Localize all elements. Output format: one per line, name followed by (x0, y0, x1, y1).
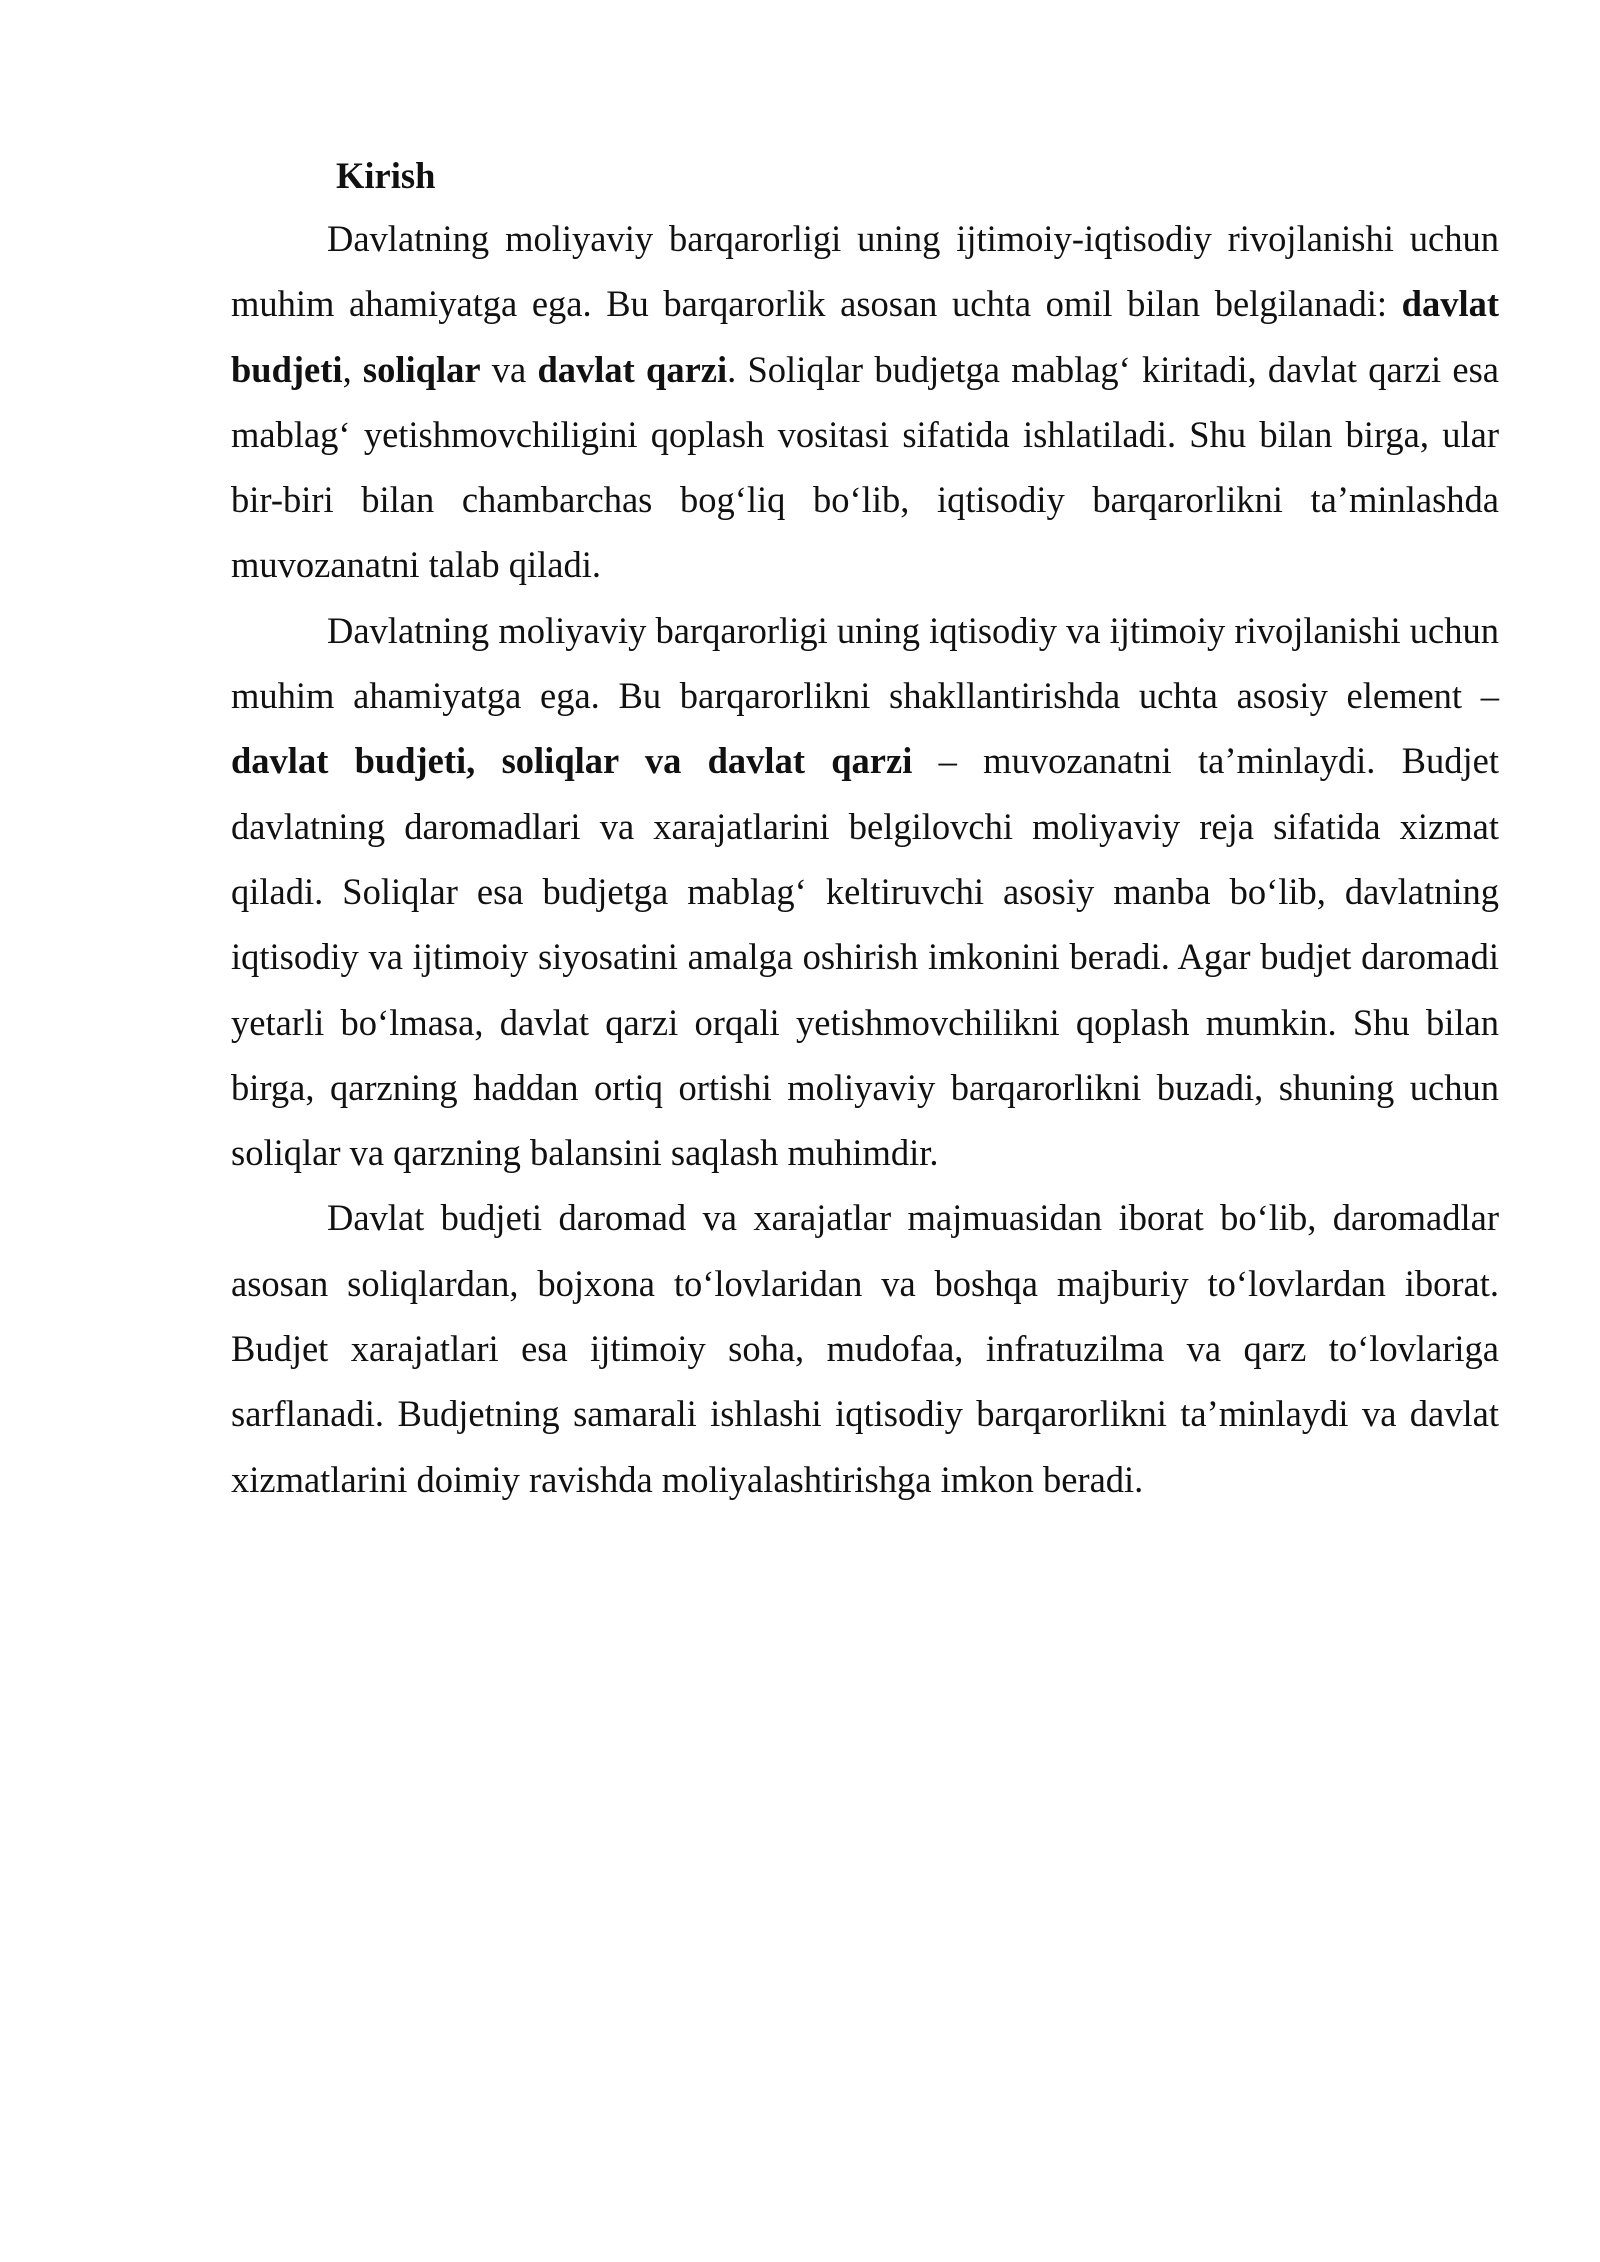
paragraph-3 (231, 1185, 1499, 1511)
bold-term-elements: davlat budjeti, soliqlar va davlat qarzi (231, 740, 913, 782)
paragraph-text: . Soliqlar budjetga mablag‘ kiritadi, davlat qarzi esa mablag‘ yetishmovchiligini qoplash vositasi sifatida ishlatiladi. Shu bilan birga, ular bir-biri bilan chambarchas bog‘liq bo‘lib, iqtisodiy barqarorlikni ta’minlashda muvozanatni talab qiladi. (231, 348, 1500, 586)
paragraph-2 (231, 598, 1499, 1186)
paragraph-1 (231, 206, 1499, 598)
paragraph-text: Davlat budjeti daromad va xarajatlar majmuasidan iborat bo‘lib, daromadlar asosan soliqlardan, bojxona to‘lovlaridan va boshqa majburiy to‘lovlardan iborat. Budjet xarajatlari esa ijtimoiy soha, mudofaa, infratuzilma va qarz to‘lovlariga sarflanadi. Budjetning samarali ishlashi iqtisodiy barqarorlikni ta’minlaydi va davlat xizmatlarini doimiy ravishda moliyalashtirishga imkon beradi. (231, 1197, 1499, 1500)
bold-term-davlat-budjeti: davlat budjeti (231, 283, 1499, 390)
bold-term-davlat-qarzi: davlat qarzi (537, 348, 728, 390)
paragraph-text: Davlatning moliyaviy barqarorligi uning ijtimoiy-iqtisodiy rivojlanishi uchun muhim ahamiyatga ega. Bu barqarorlik asosan uchta omil bilan belgilanadi: (231, 218, 1499, 325)
paragraph-text: va (480, 348, 538, 390)
bold-term-soliqlar: soliqlar (362, 348, 481, 390)
paragraph-text: , (342, 348, 363, 390)
paragraph-text: – muvozanatni ta’minlaydi. Budjet davlatning daromadlari va xarajatlarini belgilovchi moliyaviy reja sifatida xizmat qiladi. Soliqlar esa budjetga mablag‘ keltiruvchi asosiy manba bo‘lib, davlatning iqtisodiy va ijtimoiy siyosatini amalga oshirish imkonini beradi. Agar budjet daromadi yetarli bo‘lmasa, davlat qarzi orqali yetishmovchilikni qoplash mumkin. Shu bilan birga, qarzning haddan ortiq ortishi moliyaviy barqarorlikni buzadi, shuning uchun soliqlar va qarzning balansini saqlash muhimdir. (231, 740, 1499, 1174)
document-body (231, 146, 1499, 1512)
section-heading: Kirish (336, 155, 436, 196)
paragraph-text: Davlatning moliyaviy barqarorligi uning iqtisodiy va ijtimoiy rivojlanishi uchun muhim ahamiyatga ega. Bu barqarorlikni shakllantirishda uchta asosiy element – (231, 609, 1499, 717)
